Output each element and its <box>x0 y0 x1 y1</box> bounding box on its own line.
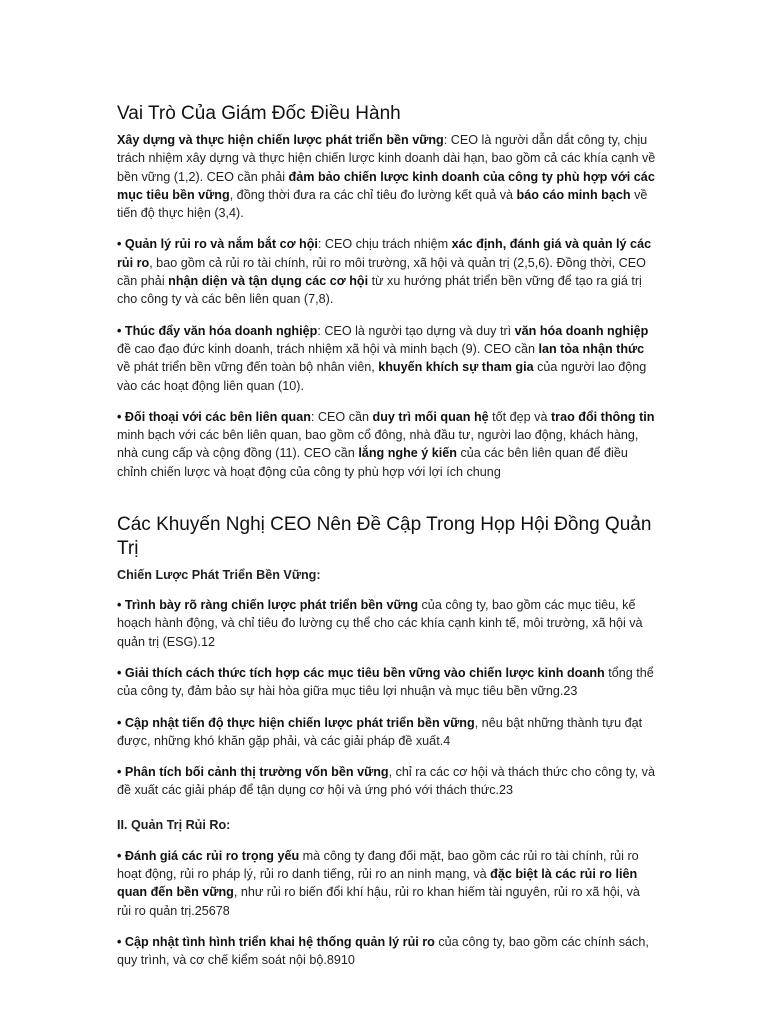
body-text: , chỉ ra các cơ hội và thách thức cho công ty, và đề xuất các giải pháp để tận dụng cơ hội và ứng phó với thách thức.23 <box>117 765 655 798</box>
body-text: minh bạch với các bên liên quan, bao gồm cổ đông, nhà đầu tư, người lao động, khách hàng, nhà cung cấp và cộng đồng (11). CEO cần <box>117 428 639 461</box>
bold-text: Xây dựng và thực hiện chiến lược phát triển bền vững <box>117 133 444 147</box>
body-text: từ xu hướng phát triển bền vững để tạo ra giá trị cho công ty và các bên liên quan (7,8). <box>117 274 642 307</box>
paragraph-strategy <box>117 131 657 222</box>
paragraph-risk-system <box>117 933 657 970</box>
bold-text: • Trình bày rõ ràng chiến lược phát triển bền vững <box>117 598 419 613</box>
section-title-ceo-role: Vai Trò Của Giám Đốc Điều Hành <box>117 103 401 124</box>
bold-text: báo cáo minh bạch <box>516 187 631 202</box>
body-text: tốt đẹp và <box>488 409 551 424</box>
section-title-recommendations: Các Khuyến Nghị CEO Nên Đề Cập Trong Họp Hội Đồng Quản Trị <box>117 514 652 560</box>
bold-text: đặc biệt là các rủi ro liên quan đến bền vững <box>117 867 638 900</box>
body-text: về tiến độ thực hiện (3,4). <box>117 187 648 221</box>
body-text: tổng thể của công ty, đảm bảo sự hài hòa giữa mục tiêu lợi nhuận và mục tiêu bền vững.23 <box>117 665 654 699</box>
body-text: , như rủi ro biến đổi khí hậu, rủi ro khan hiếm tài nguyên, rủi ro xã hội, và rủi ro quản trị.25678 <box>117 885 640 918</box>
paragraph-risk <box>117 235 657 308</box>
subheading-sustainability: Chiến Lược Phát Triển Bền Vững: <box>117 568 321 583</box>
body-text: : CEO chịu trách nhiệm <box>317 237 452 252</box>
bold-text: • Thúc đẩy văn hóa doanh nghiệp <box>117 323 318 338</box>
body-text: của người lao động vào các hoạt động liên quan (10). <box>117 360 647 393</box>
bold-text: • Đánh giá các rủi ro trọng yếu <box>117 848 300 863</box>
body-text: , bao gồm cả rủi ro tài chính, rủi ro môi trường, xã hội và quản trị (2,5,6). Đồng thời, CEO cần phải <box>117 255 646 289</box>
paragraph-present-strategy <box>117 596 657 651</box>
bold-text: văn hóa doanh nghiệp <box>514 323 649 338</box>
body-text: mà công ty đang đối mặt, bao gồm các rủi ro tài chính, rủi ro hoạt động, rủi ro pháp lý, rủi ro danh tiếng, rủi ro an ninh mạng, và <box>117 848 639 882</box>
body-text: của công ty, bao gồm các mục tiêu, kế hoạch hành động, và chỉ tiêu đo lường cụ thể cho các khía cạnh kinh tế, môi trường, xã hội và quản trị (ESG).12 <box>117 598 643 649</box>
bold-text: nhận diện và tận dụng các cơ hội <box>168 274 369 289</box>
body-text: về phát triển bền vững đến toàn bộ nhân viên, <box>117 360 379 375</box>
body-text: : CEO là người dẫn dắt công ty, chịu trách nhiệm xây dựng và thực hiện chiến lược kinh doanh dài hạn, bao gồm cả các khía cạnh về bền vững (1,2). CEO cần phải <box>117 133 656 184</box>
body-text: của công ty, bao gồm các chính sách, quy trình, và cơ chế kiểm soát nội bộ.8910 <box>117 934 649 968</box>
paragraph-risk-assessment <box>117 847 657 920</box>
bold-text: • Giải thích cách thức tích hợp các mục tiêu bền vững vào chiến lược kinh doanh <box>117 665 605 680</box>
bold-text: trao đổi thông tin <box>550 409 655 424</box>
body-text: : CEO là người tạo dựng và duy trì <box>317 323 515 338</box>
bold-text: duy trì mối quan hệ <box>372 409 489 424</box>
bold-text: đảm bảo chiến lược kinh doanh của công ty phù hợp với các mục tiêu bền vững <box>117 169 655 202</box>
bold-text: xác định, đánh giá và quản lý các rủi ro <box>117 237 652 270</box>
body-text: : CEO cần <box>310 409 373 424</box>
body-text: đề cao đạo đức kinh doanh, trách nhiệm xã hội và minh bạch (9). CEO cần <box>117 341 539 356</box>
paragraph-progress-update <box>117 714 657 751</box>
body-text: , đồng thời đưa ra các chỉ tiêu đo lường kết quả và <box>229 187 517 202</box>
bold-text: khuyến khích sự tham gia <box>378 360 534 375</box>
bold-text: lắng nghe ý kiến <box>358 446 457 461</box>
body-text: của các bên liên quan để điều chỉnh chiến lược và hoạt động của công ty phù hợp với lợi ích chung <box>117 446 628 479</box>
subheading-risk-management: II. Quản Trị Rủi Ro: <box>117 817 231 832</box>
bold-text: • Cập nhật tình hình triển khai hệ thống quản lý rủi ro <box>117 934 435 949</box>
body-text: , nêu bật những thành tựu đạt được, những khó khăn gặp phải, và các giải pháp đề xuất.4 <box>117 715 643 748</box>
paragraph-culture <box>117 322 657 395</box>
bold-text: • Đối thoại với các bên liên quan <box>117 409 311 424</box>
paragraph-integrate-goals <box>117 664 657 701</box>
bold-text: • Quản lý rủi ro và nắm bắt cơ hội <box>117 237 318 252</box>
document-content <box>117 102 657 970</box>
paragraph-stakeholders <box>117 408 657 481</box>
bold-text: • Cập nhật tiến độ thực hiện chiến lược phát triển bền vững <box>117 715 475 730</box>
paragraph-market-analysis <box>117 763 657 800</box>
bold-text: lan tỏa nhận thức <box>538 341 645 356</box>
bold-text: • Phân tích bối cảnh thị trường vốn bền vững <box>117 765 389 780</box>
